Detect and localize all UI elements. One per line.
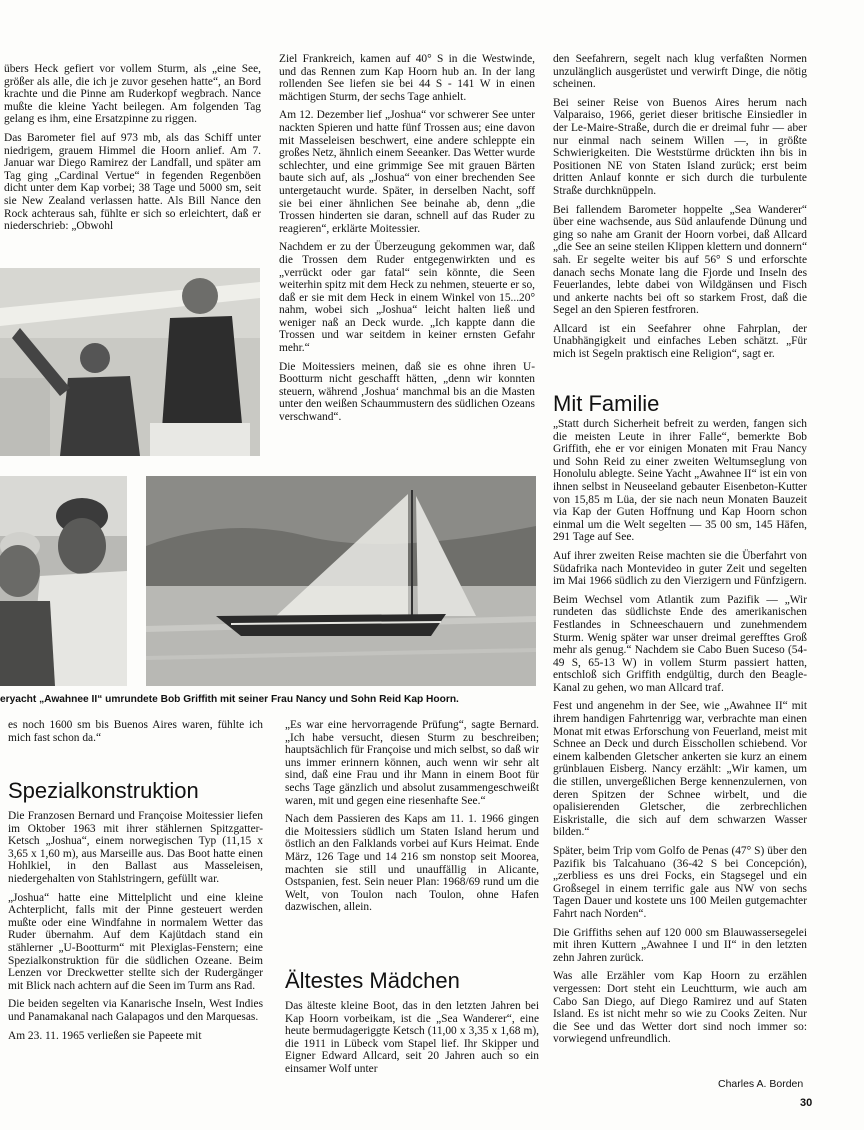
- paragraph: Nach dem Passieren des Kaps am 11. 1. 1966 gingen die Moitessiers südlich um Staten Island herum und östlich an den Falklands vorbei auf Kurs Heimat. Ende März, 126 Tage und 14 216 sm nonstop seit Moorea, machten sie still und unauffällig in Alicante, Ostspanien, fest. Sein neuer Plan: 1968/69 rund um die Welt, von Toulon nach Toulon, ohne Hafen dazwischen, allein.: [285, 813, 539, 914]
- column2-top-text: [279, 53, 535, 430]
- paragraph: Allcard ist ein Seefahrer ohne Fahrplan, der Unabhängigkeit und einfaches Leben schätzt. „Für mich ist Segeln praktisch eine Religion“, sagt er.: [553, 322, 807, 361]
- author-signature: Charles A. Borden: [718, 1078, 804, 1090]
- column3-top-text: [553, 53, 807, 367]
- column1-bottom-lead: [8, 719, 263, 750]
- column1-bottom-text: [8, 810, 263, 1048]
- column2-maedchen-text: [285, 1000, 539, 1082]
- paragraph: Die Moitessiers meinen, daß sie es ohne ihren U-Bootturm nicht geschafft hätten, „denn wir konnten steuern, während ‚Joshua‘ manchmal bis an die Masten unter den weißen Schaummustern des südlichen Ozeans verschwand“.: [279, 360, 535, 424]
- paragraph: Die Griffiths sehen auf 120 000 sm Blauwassersegelei mit ihren Kuttern „Awahnee I und II“ in den letzten zehn Jahren zurück.: [553, 926, 807, 964]
- heading-aeltestes-maedchen: Ältestes Mädchen: [285, 968, 460, 993]
- paragraph: übers Heck gefiert vor vollem Sturm, als „eine See, größer als alle, die ich je zuvor gesehen hatte“, an Bord krachte und die Pinne am Ruderkopf wegbrach. Nance mußte die kleine Yacht beilegen. Am folgenden Tag gelang es ihm, eine Ersatzpinne zu riggen.: [4, 63, 261, 126]
- paragraph: Was alle Erzähler vom Kap Hoorn zu erzählen vergessen: Dort steht ein Leuchtturm, wie auch am Cabo San Diego, auf Diego Ramirez und auf Staten Island. Es ist nicht mehr so wie zu Cooks Zeiten. Nur die See und das Wetter dort sind noch immer so: vorwiegend unfreundlich.: [553, 970, 807, 1046]
- paragraph: Die Franzosen Bernard und Françoise Moitessier liefen im Oktober 1963 mit ihrer stählernen Spitzgatter-Ketsch „Joshua“, einem norwegischen Typ (11,15 x 3,65 x 1,60 m), aus Marseille aus. Das Boot hatte einen Hohlkiel, in den Ballast aus Masseleisen, niedergehalten von Stahlstringern, gefüllt war.: [8, 810, 263, 885]
- photo-caption: eryacht „Awahnee II“ umrundete Bob Griffith mit seiner Frau Nancy und Sohn Reid Kap Hoorn.: [0, 694, 459, 705]
- paragraph: Das älteste kleine Boot, das in den letzten Jahren bei Kap Hoorn vorbeikam, ist die „Sea Wanderer“, eine heute bermudageriggte Ketsch (11,00 x 3,35 x 1,68 m), die 1911 in Lübeck vom Stapel lief. Ihr Skipper und Eigner Edward Allcard, seit 20 Jahren auch so ein einsamer Wolf unter: [285, 1000, 539, 1075]
- paragraph: Am 23. 11. 1965 verließen sie Papeete mit: [8, 1029, 202, 1042]
- photo-men-on-deck: [0, 268, 260, 456]
- column2-bottom-text: [285, 719, 539, 920]
- paragraph: den Seefahrern, segelt nach klug verfaßten Normen unzulänglich ausgerüstet und verwirft Dinge, die nötig scheinen.: [553, 53, 807, 91]
- column3-familie-text: [553, 418, 807, 1052]
- paragraph: es noch 1600 sm bis Buenos Aires waren, fühlte ich mich fast schon da.“: [8, 719, 263, 744]
- paragraph: Bei fallendem Barometer hoppelte „Sea Wanderer“ über eine wachsende, aus Süd anlaufende Dünung und ging so nahe am Granit der Hoorn vorbei, daß Allcard „die See an seine steilen Klippen klettern und donnern“ sah. Er segelte weiter bis auf 56° S und erforschte danach sechs Monate lang die Fjorde und Inseln des Feuerlandes, lebte dabei von Wildgänsen und Fisch und ankerte nachts bei oft so starkem Frost, daß die Segel an den Spieren festfroren.: [553, 203, 807, 317]
- column1-top-text: [4, 63, 261, 239]
- paragraph: Die beiden segelten via Kanarische Inseln, West Indies und Panamakanal nach Galapagos und den Marquesas.: [8, 998, 263, 1023]
- photo-yacht-awahnee: [146, 476, 536, 686]
- page-number: 30: [800, 1097, 813, 1109]
- heading-mit-familie: Mit Familie: [553, 391, 660, 416]
- paragraph: Später, beim Trip vom Golfo de Penas (47° S) über den Pazifik bis Talcahuano (36-42 S bei Concepción), „zerbliess es uns drei Focks, ein Stagsegel und ein Großsegel in einem terrific gale aus NW von sechs Tagen Dauer und kostete uns 100 Meilen gutgemachter Fahrt nach Norden“.: [553, 845, 807, 920]
- paragraph: Das Barometer fiel auf 973 mb, als das Schiff unter niedrigem, grauem Himmel die Hoorn anlief. Am 7. Januar war Diego Ramirez der Landfall, und später am Tag ging „Cardinal Vertue“ in fegenden Regenböen dicht unter dem Kap vorbei; 38 Tage und 5000 sm, seit sie New Zealand verlassen hatte. Als Bill Nance den Rock achteraus sah, fühlte er sich so erleichtert, daß er niederschrieb: „Obwohl: [4, 131, 261, 233]
- paragraph: Auf ihrer zweiten Reise machten sie die Überfahrt von Südafrika nach Montevideo in guter Zeit und segelten im Mai 1966 südlich zu den Vierzigern und Fünfzigern.: [553, 549, 807, 588]
- paragraph: „Joshua“ hatte eine Mittelplicht und eine kleine Achterplicht, falls mit der Pinne gesteuert werden mußte oder eine Windfahne in normalem Wetter das Ruder übernahm. Auf dem Kajütdach stand ein stählerner „U-Bootturm“ mit Plexiglas-Fenstern; eine Spezialkonstruktion für die südlichen Ozeane. Beim Lenzen vor Dreckwetter stellte sich der Rudergänger mit Blick nach achtern auf die Seen im Turm ans Rad.: [8, 891, 263, 992]
- paragraph: Fest und angenehm in der See, wie „Awahnee II“ mit ihrem handigen Fahrtenrigg war, verbrachte man einen Monat mit etwas Erforschung von Feuerland, meist mit Schnee an Deck und durch Eisschollen schiebend. Vor einem kalbenden Gletscher ankerten sie kurz an einem grünblauen Eisberg. Nancy erzählt: „Wir kamen, um die stillen, unvergeßlichen Berge kennenzulernen, von deren Spitzen der Schnee wirbelt, und die opalisierenden Gletscher, die zerbrechlichen Eiskristalle, die sich auf dem schwarzen Wasser bilden.“: [553, 700, 807, 839]
- paragraph: Nachdem er zu der Überzeugung gekommen war, daß die Trossen dem Ruder entgegenwirkten und es „verrückt oder gar fatal“ sein könnte, die Seen weiterhin spitz mit dem Heck zu nehmen, steuerte er so, daß er sie mit dem Heck in einem Winkel von 15...20° nahm, wobei sich „Joshua“ leicht halten ließ und weniger naß an Deck wurde. „Ich kappte dann die Trossen und war seitdem in keiner ernsten Gefahr mehr.“: [279, 241, 535, 355]
- photo-griffith-family: [0, 476, 127, 686]
- paragraph: Ziel Frankreich, kamen auf 40° S in die Westwinde, und das Rennen zum Kap Hoorn hub an. In der lang rollenden See liefen sie bei 44 S - 141 W in einen mächtigen Sturm, der sechs Tage anhielt.: [279, 53, 535, 103]
- paragraph: Beim Wechsel vom Atlantik zum Pazifik — „Wir rundeten das südlichste Ende des amerikanischen Festlandes in Schneeschauern und zunehmendem Sturm. Wenig später war unser dreimal gerefftes Groß mehr als genug.“ Nachdem sie Cabo Buen Suceso (54-49 S, 65-13 W) in vollem Sturm passiert hatten, entschloß sich Griffith endgültig, durch den Beagle-Kanal zu gehen, wo man Allcard traf.: [553, 593, 807, 694]
- paragraph: „Es war eine hervorragende Prüfung“, sagte Bernard. „Ich habe versucht, diesen Sturm zu beschreiben; hauptsächlich für Françoise und mich selbst, so daß wir uns immer erinnern können, auch wenn wir sehr alt sind, daß eine Frau und ihr Mann in einem Boot für sechs Tage gänzlich und absolut zusammengeschweißt waren, mit und gegen eine riesenhafte See.“: [285, 719, 539, 807]
- paragraph: Am 12. Dezember lief „Joshua“ vor schwerer See unter nackten Spieren und hatte fünf Trossen aus; eine davon mit Masseleisen beschwert, eine andere schleppte ein großes Netz, ähnlich einem Seeanker. Das Wetter wurde schlechter, und eine grimmige See mit grauen Bärten baute sich auf, als „Joshua“ von einer brechenden See untergetaucht wurde. Später, in derselben Nacht, soff sie bei einer ähnlichen See beinahe ab, denn „die Trossen hinderten sie daran, schnell auf das Ruder zu reagieren“, erklärte Moitessier.: [279, 109, 536, 235]
- heading-spezialkonstruktion: Spezialkonstruktion: [8, 778, 199, 803]
- paragraph: Bei seiner Reise von Buenos Aires herum nach Valparaiso, 1966, geriet dieser britische Einsiedler in der Le-Maire-Straße, durch die er dreimal fuhr — aber nur einmal nach seinem Willen —, in größte Schwierigkeiten. Die Weststürme drückten ihn bis in Positionen NE von Staten Island zurück; erst beim dritten Anlauf konnte er sich durch die turbulente Straße durchknüppeln.: [553, 96, 807, 197]
- paragraph: „Statt durch Sicherheit befreit zu werden, fangen sich die meisten Leute in ihrer Falle“, bemerkte Bob Griffith, ehe er vor einigen Monaten mit Frau Nancy und Sohn Reid zu einer zweiten Weltumseglung von Honolulu ablegte. Seine Yacht „Awahnee II“ ist ein von ihnen selbst in Neuseeland gebauter Eisenbeton-Kutter von 15,85 m Lüa, der sie nach neun Monaten Bauzeit via Kap der Guten Hoffnung und Kap Hoorn schon einmal um die Welt segelten — 35 00 sm, 145 Häfen, 291 Tage auf See.: [553, 418, 807, 544]
